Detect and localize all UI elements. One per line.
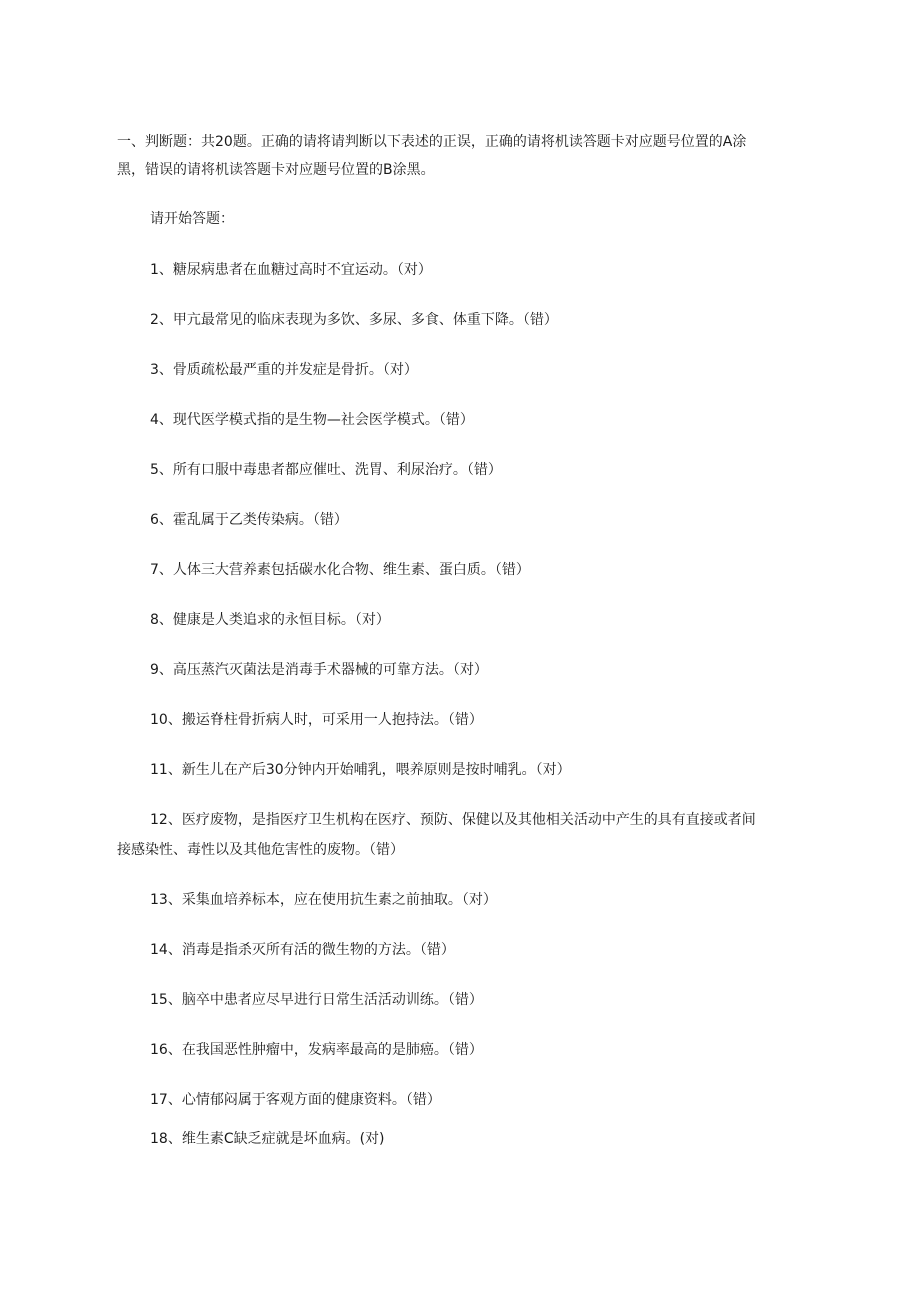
question-item: 17、心情郁闷属于客观方面的健康资料。（错） (150, 1092, 441, 1108)
question-item: 1、糖尿病患者在血糖过高时不宜运动。（对） (150, 262, 432, 278)
question-item: 14、消毒是指杀灭所有活的微生物的方法。（错） (150, 942, 455, 958)
question-item: 16、在我国恶性肿瘤中，发病率最高的是肺癌。（错） (150, 1042, 483, 1058)
question-item: 4、现代医学模式指的是生物—社会医学模式。（错） (150, 412, 474, 428)
question-item: 6、霍乱属于乙类传染病。（错） (150, 512, 348, 528)
question-item: 9、高压蒸汽灭菌法是消毒手术器械的可靠方法。（对） (150, 662, 488, 678)
question-item: 15、脑卒中患者应尽早进行日常生活活动训练。（错） (150, 992, 483, 1008)
question-item: 3、骨质疏松最严重的并发症是骨折。（对） (150, 362, 418, 378)
question-item: 7、人体三大营养素包括碳水化合物、维生素、蛋白质。（错） (150, 562, 530, 578)
start-prompt: 请开始答题： (150, 211, 234, 227)
question-item: 8、健康是人类追求的永恒目标。（对） (150, 612, 390, 628)
question-item: 18、维生素C缺乏症就是坏血病。(对) (150, 1131, 385, 1147)
question-item: 12、医疗废物，是指医疗卫生机构在医疗、预防、保健以及其他相关活动中产生的具有直接或者间接感染性、毒性以及其他危害性的废物。（错） (117, 812, 756, 858)
question-item: 5、所有口服中毒患者都应催吐、洗胃、利尿治疗。（错） (150, 462, 502, 478)
question-item: 13、采集血培养标本，应在使用抗生素之前抽取。（对） (150, 892, 497, 908)
question-item: 2、甲亢最常见的临床表现为多饮、多尿、多食、体重下降。（错） (150, 312, 558, 328)
section-instructions: 一、判断题：共20题。正确的请将请判断以下表述的正误，正确的请将机读答题卡对应题号位置的A涂黑，错误的请将机读答题卡对应题号位置的B涂黑。 (117, 134, 747, 178)
question-item: 11、新生儿在产后30分钟内开始哺乳，喂养原则是按时哺乳。（对） (150, 762, 571, 778)
question-item: 10、搬运脊柱骨折病人时，可采用一人抱持法。（错） (150, 712, 483, 728)
